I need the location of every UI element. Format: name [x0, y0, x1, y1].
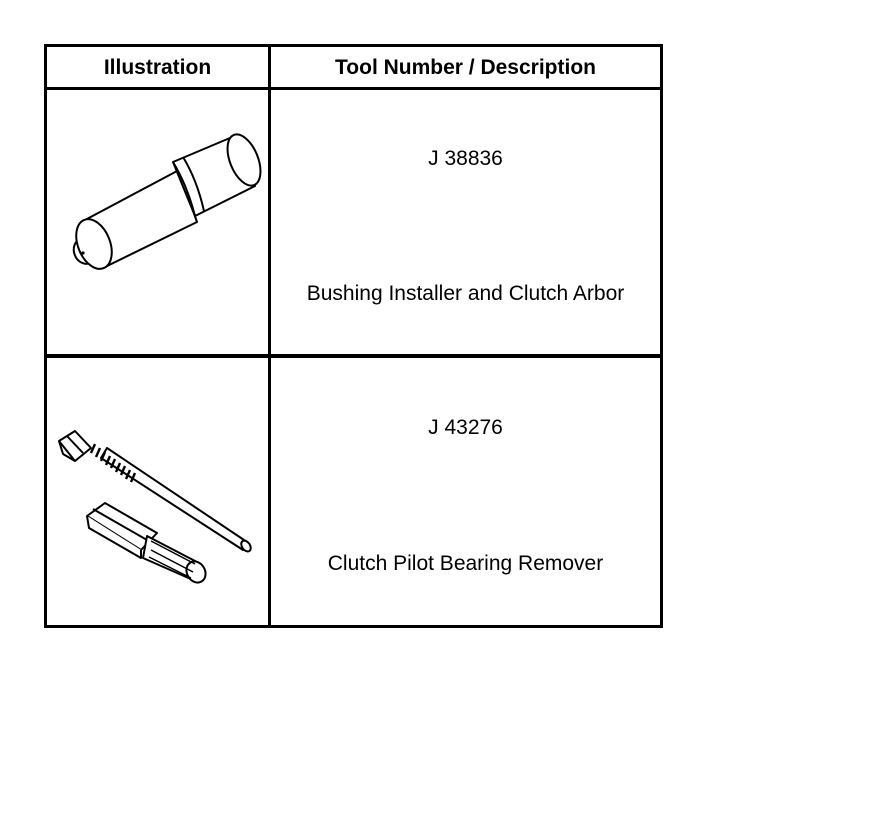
tool-description: Clutch Pilot Bearing Remover	[327, 552, 604, 575]
table-row	[47, 90, 660, 358]
description-cell	[271, 90, 660, 354]
header-cell-tool	[271, 47, 660, 87]
table-header-row	[47, 47, 660, 90]
header-cell-illustration	[47, 47, 271, 87]
pilot-bearing-remover-icon	[47, 358, 268, 625]
tool-table	[44, 44, 663, 628]
bushing-installer-icon	[47, 90, 268, 358]
illustration-cell	[47, 358, 271, 625]
tool-number: J 43276	[428, 416, 503, 439]
tool-number: J 38836	[428, 147, 503, 170]
illustration-cell	[47, 90, 271, 354]
header-illustration: Illustration	[103, 56, 212, 79]
tool-description: Bushing Installer and Clutch Arbor	[306, 282, 625, 305]
table-row	[47, 358, 660, 625]
description-cell	[271, 358, 660, 625]
header-tool-number-description: Tool Number / Description	[335, 56, 596, 79]
